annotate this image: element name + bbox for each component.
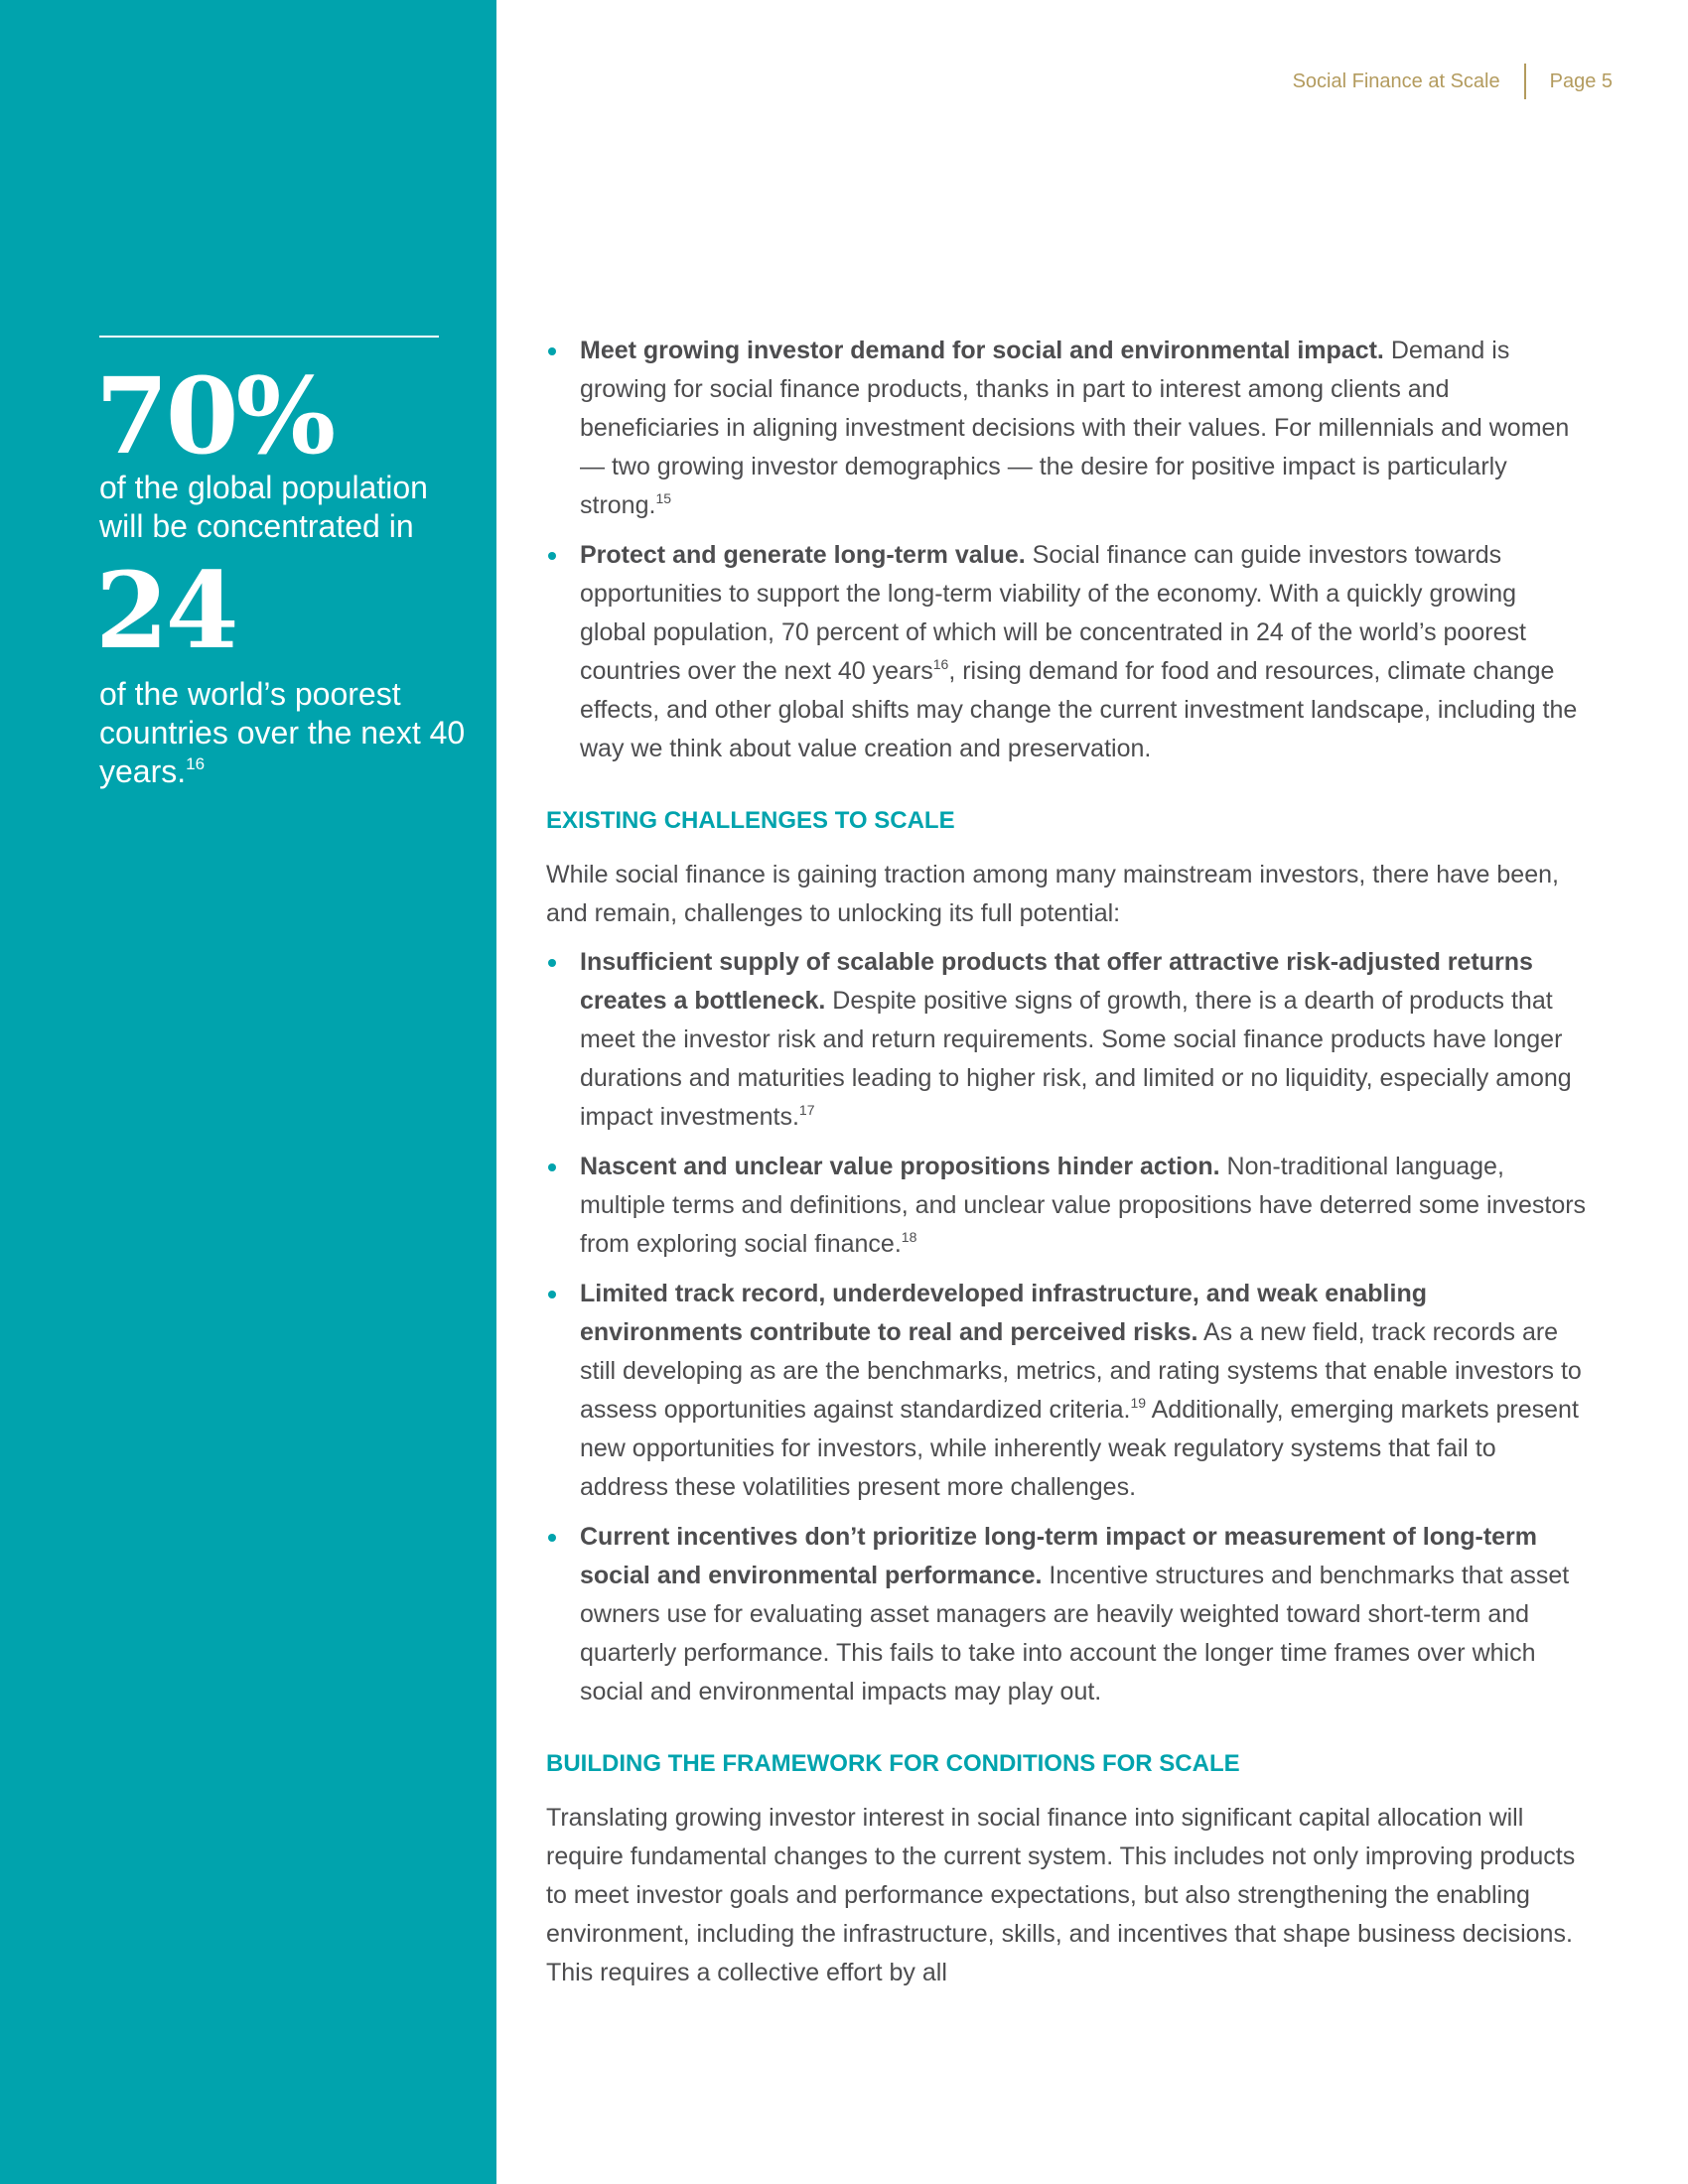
bullet-text: Incentive structures and benchmarks that asset owners use for evaluating asset managers are heavily weighted toward short-term and quarterly performance. This fails to take into account the longer time frames over which social and environmental impacts may play out.	[580, 1562, 1570, 1706]
bullet-item	[546, 943, 1589, 1137]
bullet-item	[546, 1275, 1589, 1507]
main-content	[546, 332, 1589, 2002]
bullet-lead: Limited track record, underdeveloped infrastructure, and weak enabling environments contribute to real and perceived risks.	[580, 1280, 1427, 1346]
bullet-icon	[548, 1534, 556, 1542]
sidebar-panel	[0, 0, 496, 2184]
document-title: Social Finance at Scale	[1292, 69, 1500, 92]
bullet-lead: Nascent and unclear value propositions hinder action.	[580, 1153, 1220, 1180]
header-divider	[1524, 64, 1526, 99]
bullet-item	[546, 536, 1589, 768]
intro-bullet-list	[546, 332, 1589, 768]
stat-country-caption	[99, 675, 477, 791]
footnote-ref: 16	[932, 656, 949, 672]
footnote-ref: 16	[186, 754, 206, 773]
bullet-icon	[548, 552, 556, 560]
bullet-icon	[548, 347, 556, 355]
bullet-item	[546, 1518, 1589, 1711]
bullet-icon	[548, 959, 556, 967]
bullet-icon	[548, 1291, 556, 1298]
footnote-ref: 17	[798, 1102, 815, 1118]
bullet-text-continued: , rising demand for food and resources, climate change effects, and other global shifts may change the current investment landscape, including the way we think about value creation and preservation.	[580, 657, 1578, 762]
stat-country-caption-text: of the world’s poorest countries over the next 40 years.	[99, 676, 466, 789]
bullet-text: Social finance can guide investors towards opportunities to support the long-term viability of the economy. With a quickly growing global population, 70 percent of which will be concentrated in 24 of the world’s poorest countries over the next 40 years	[580, 541, 1526, 685]
page-number: Page 5	[1549, 69, 1613, 92]
challenges-bullet-list	[546, 943, 1589, 1711]
footnote-ref: 18	[901, 1229, 917, 1245]
section-heading-challenges: EXISTING CHALLENGES TO SCALE	[546, 807, 955, 834]
bullet-item	[546, 332, 1589, 525]
stat-percentage-caption: of the global population will be concentrated in	[99, 470, 428, 544]
bullet-icon	[548, 1163, 556, 1171]
bullet-item	[546, 1148, 1589, 1264]
bullet-text-continued: Additionally, emerging markets present new opportunities for investors, while inherently weak regulatory systems that fail to address these volatilities present more challenges.	[580, 1396, 1579, 1501]
bullet-lead: Meet growing investor demand for social and environmental impact.	[580, 337, 1384, 364]
page-header	[1293, 67, 1613, 96]
bullet-text: Demand is growing for social finance products, thanks in part to interest among clients and beneficiaries in aligning investment decisions with their values. For millennials and women — two growing investor demographics — the desire for positive impact is particularly strong.	[580, 337, 1570, 519]
bullet-text: Non-traditional language, multiple terms and definitions, and unclear value propositions have deterred some investors from exploring social finance.	[580, 1153, 1587, 1258]
footnote-ref: 19	[1130, 1395, 1147, 1411]
bullet-lead: Protect and generate long-term value.	[580, 541, 1026, 569]
stat-percentage: 70%	[95, 353, 334, 478]
section-heading-framework: BUILDING THE FRAMEWORK FOR CONDITIONS FOR SCALE	[546, 1750, 1240, 1777]
section-body-paragraph: Translating growing investor interest in social finance into significant capital allocation will require fundamental changes to the current system. This includes not only improving products to meet investor goals and performance expectations, but also strengthening the enabling environment, including the infrastructure, skills, and incentives that shape business decisions. This requires a collective effort by all	[546, 1804, 1576, 1986]
bullet-text: Despite positive signs of growth, there is a dearth of products that meet the investor risk and return requirements. Some social finance products have longer durations and maturities leading to higher risk, and limited or no liquidity, especially among impact investments.	[580, 987, 1572, 1131]
bullet-lead: Current incentives don’t prioritize long-term impact or measurement of long-term social and environmental performance.	[580, 1523, 1538, 1589]
section-intro-paragraph: While social finance is gaining traction among many mainstream investors, there have been, and remain, challenges to unlocking its full potential:	[546, 861, 1559, 927]
footnote-ref: 15	[655, 490, 672, 506]
sidebar-divider	[99, 336, 439, 338]
bullet-lead: Insufficient supply of scalable products that offer attractive risk-adjusted returns creates a bottleneck.	[580, 948, 1533, 1015]
stat-country-count: 24	[95, 548, 236, 672]
bullet-text: As a new field, track records are still developing as are the benchmarks, metrics, and rating systems that enable investors to assess opportunities against standardized criteria.	[580, 1318, 1582, 1424]
